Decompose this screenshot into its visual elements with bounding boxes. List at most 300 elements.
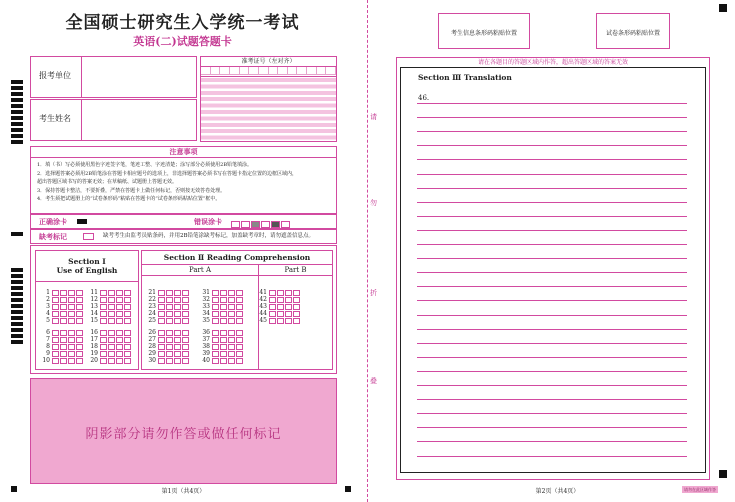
writing-line[interactable] (417, 103, 687, 104)
answer-bubble[interactable] (285, 311, 292, 317)
answer-bubble[interactable] (76, 358, 83, 364)
writing-line[interactable] (417, 174, 687, 175)
left-page-footer: 第1页（共4页） (161, 488, 206, 495)
answer-bubble[interactable] (182, 297, 189, 303)
question-row[interactable] (147, 289, 190, 296)
answer-bubble[interactable] (182, 351, 189, 357)
answer-bubble[interactable] (158, 297, 165, 303)
answer-bubble[interactable] (116, 330, 123, 336)
question-number: 19 (90, 350, 98, 357)
question-number: 31 (202, 289, 210, 296)
answer-bubble[interactable] (124, 304, 131, 310)
answer-bubble[interactable] (158, 304, 165, 310)
answer-bubble[interactable] (76, 330, 83, 336)
answer-bubble[interactable] (124, 290, 131, 296)
question-number: 13 (90, 303, 98, 310)
question-number: 24 (148, 310, 156, 317)
question-row[interactable] (89, 296, 132, 303)
question-row[interactable] (201, 303, 244, 310)
answer-bubble[interactable] (100, 337, 107, 343)
answer-bubble[interactable] (166, 290, 173, 296)
answer-bubble[interactable] (108, 337, 115, 343)
answer-bubble[interactable] (116, 297, 123, 303)
answer-bubble[interactable] (220, 351, 227, 357)
answer-bubble[interactable] (60, 330, 67, 336)
question-row[interactable] (147, 296, 190, 303)
question-number: 29 (148, 350, 156, 357)
note-line: 超出答题区域书写的答案无效；在草稿纸、试题册上答题无效。 (37, 179, 178, 185)
answer-bubble[interactable] (269, 311, 276, 317)
answer-bubble[interactable] (277, 318, 284, 324)
question-row[interactable] (201, 329, 244, 336)
question-row[interactable] (147, 350, 190, 357)
question-row[interactable] (89, 310, 132, 317)
question-row[interactable] (41, 317, 84, 324)
answer-bubble[interactable] (158, 358, 165, 364)
answer-bubble[interactable] (285, 318, 292, 324)
answer-bubble[interactable] (68, 304, 75, 310)
answer-bubble[interactable] (285, 297, 292, 303)
absent-mark-box[interactable] (83, 233, 94, 240)
answer-bubble[interactable] (76, 311, 83, 317)
answer-bubble[interactable] (108, 311, 115, 317)
answer-bubble[interactable] (212, 337, 219, 343)
question-row[interactable] (258, 289, 301, 296)
question-row[interactable] (147, 336, 190, 343)
question-row[interactable] (41, 343, 84, 350)
answer-bubble[interactable] (174, 304, 181, 310)
question-row[interactable] (41, 289, 84, 296)
answer-bubble[interactable] (124, 344, 131, 350)
answer-bubble[interactable] (228, 330, 235, 336)
answer-bubble[interactable] (236, 318, 243, 324)
answer-bubble[interactable] (293, 290, 300, 296)
writing-line[interactable] (417, 329, 687, 330)
answer-bubble[interactable] (158, 337, 165, 343)
writing-line[interactable] (417, 343, 687, 344)
answer-bubble[interactable] (68, 344, 75, 350)
question-row[interactable] (89, 303, 132, 310)
question-number: 27 (148, 336, 156, 343)
answer-bubble[interactable] (76, 337, 83, 343)
writing-line[interactable] (417, 399, 687, 400)
question-number: 1 (46, 289, 50, 296)
answer-bubble[interactable] (68, 290, 75, 296)
answer-bubble[interactable] (124, 297, 131, 303)
question-row[interactable] (201, 357, 244, 364)
answer-bubble[interactable] (116, 337, 123, 343)
notes-title: 注意事项 (31, 147, 336, 158)
answer-bubble[interactable] (52, 311, 59, 317)
answer-bubble[interactable] (277, 290, 284, 296)
answer-bubble[interactable] (100, 330, 107, 336)
answer-bubble[interactable] (76, 318, 83, 324)
answer-bubble[interactable] (60, 290, 67, 296)
answer-bubble[interactable] (228, 337, 235, 343)
answer-bubble[interactable] (228, 297, 235, 303)
answer-bubble[interactable] (60, 337, 67, 343)
answer-bubble[interactable] (269, 290, 276, 296)
candidate-barcode-area: 考生信息条形码粘贴位置 (438, 13, 530, 49)
answer-bubble[interactable] (212, 304, 219, 310)
writing-line[interactable] (417, 385, 687, 386)
question-row[interactable] (89, 329, 132, 336)
answer-bubble[interactable] (174, 290, 181, 296)
question-number: 22 (148, 296, 156, 303)
question-number: 33 (202, 303, 210, 310)
answer-bubble[interactable] (182, 344, 189, 350)
question-row[interactable] (89, 317, 132, 324)
answer-bubble[interactable] (116, 318, 123, 324)
question-row[interactable] (89, 343, 132, 350)
question-row[interactable] (147, 357, 190, 364)
answer-bubble[interactable] (166, 358, 173, 364)
question-number: 21 (148, 289, 156, 296)
answer-bubble[interactable] (116, 311, 123, 317)
answer-bubble[interactable] (174, 330, 181, 336)
answer-bubble[interactable] (158, 290, 165, 296)
answer-bubble[interactable] (60, 311, 67, 317)
question-number: 10 (42, 357, 50, 364)
question-row[interactable] (201, 317, 244, 324)
question-row[interactable] (201, 310, 244, 317)
answer-bubble[interactable] (166, 304, 173, 310)
answer-bubble[interactable] (124, 318, 131, 324)
question-number: 44 (259, 310, 267, 317)
answer-bubble[interactable] (182, 304, 189, 310)
answer-bubble[interactable] (100, 358, 107, 364)
answer-bubble[interactable] (220, 358, 227, 364)
name-field[interactable] (30, 99, 197, 141)
question-row[interactable] (41, 303, 84, 310)
answer-bubble[interactable] (158, 330, 165, 336)
answer-bubble[interactable] (76, 344, 83, 350)
question-number: 35 (202, 317, 210, 324)
answer-bubble[interactable] (166, 311, 173, 317)
writing-line[interactable] (417, 202, 687, 203)
answer-bubble[interactable] (293, 297, 300, 303)
answer-bubble[interactable] (212, 344, 219, 350)
answer-bubble[interactable] (220, 337, 227, 343)
answer-bubble[interactable] (100, 344, 107, 350)
answer-bubble[interactable] (108, 351, 115, 357)
writing-line[interactable] (417, 244, 687, 245)
answer-bubble[interactable] (220, 297, 227, 303)
answer-bubble[interactable] (228, 344, 235, 350)
exam-number-grid[interactable] (200, 56, 337, 142)
answer-bubble[interactable] (174, 344, 181, 350)
answer-bubble[interactable] (236, 304, 243, 310)
answer-bubble[interactable] (52, 358, 59, 364)
question-number: 20 (90, 357, 98, 364)
fold-line (367, 0, 380, 502)
writing-line[interactable] (417, 315, 687, 316)
answer-bubble[interactable] (228, 304, 235, 310)
question-column (147, 289, 190, 364)
question-row[interactable] (41, 310, 84, 317)
answer-bubble[interactable] (293, 311, 300, 317)
question-row[interactable] (147, 317, 190, 324)
answer-bubble[interactable] (293, 318, 300, 324)
writing-line[interactable] (417, 230, 687, 231)
question-number: 28 (148, 343, 156, 350)
answer-bubble[interactable] (166, 318, 173, 324)
answer-bubble[interactable] (228, 318, 235, 324)
question-number: 2 (46, 296, 50, 303)
question-row[interactable] (89, 350, 132, 357)
answer-bubble[interactable] (100, 290, 107, 296)
absent-mark-label: 缺考标记 (39, 232, 67, 241)
writing-line[interactable] (417, 159, 687, 160)
question-row[interactable] (89, 336, 132, 343)
question-row[interactable] (258, 317, 301, 324)
answer-bubble[interactable] (236, 358, 243, 364)
answer-bubble[interactable] (60, 318, 67, 324)
answer-bubble[interactable] (68, 297, 75, 303)
answer-bubble[interactable] (60, 344, 67, 350)
answer-bubble[interactable] (116, 344, 123, 350)
answer-bubble[interactable] (108, 344, 115, 350)
answer-bubble[interactable] (182, 358, 189, 364)
answer-bubble[interactable] (100, 311, 107, 317)
writing-line[interactable] (417, 188, 687, 189)
answer-bubble[interactable] (68, 330, 75, 336)
question-number: 42 (259, 296, 267, 303)
answer-bubble[interactable] (277, 297, 284, 303)
question-row[interactable] (258, 303, 301, 310)
answer-bubble[interactable] (100, 351, 107, 357)
exam-number-label: 准考证号（左对齐） (201, 57, 336, 67)
writing-line[interactable] (417, 456, 687, 457)
answer-bubble[interactable] (174, 358, 181, 364)
answer-bubble[interactable] (52, 337, 59, 343)
question-number: 9 (46, 350, 50, 357)
answer-bubble[interactable] (174, 351, 181, 357)
answer-bubble[interactable] (212, 330, 219, 336)
writing-line[interactable] (417, 131, 687, 132)
answer-bubble[interactable] (269, 297, 276, 303)
question-row[interactable] (41, 357, 84, 364)
answer-bubble[interactable] (108, 318, 115, 324)
section2-title: Section Ⅱ Reading Comprehension (142, 251, 332, 265)
answer-bubble[interactable] (124, 311, 131, 317)
answer-bubble[interactable] (76, 351, 83, 357)
notes-box (30, 146, 337, 214)
answer-bubble[interactable] (158, 351, 165, 357)
answer-bubble[interactable] (236, 344, 243, 350)
answer-bubble[interactable] (236, 297, 243, 303)
answer-bubble[interactable] (68, 358, 75, 364)
answer-bubble[interactable] (116, 358, 123, 364)
question-number: 43 (259, 303, 267, 310)
answer-bubble[interactable] (52, 290, 59, 296)
answer-bubble[interactable] (68, 351, 75, 357)
question-row[interactable] (201, 336, 244, 343)
answer-bubble[interactable] (220, 344, 227, 350)
answer-bubble[interactable] (52, 351, 59, 357)
answer-bubble[interactable] (182, 311, 189, 317)
question-row[interactable] (201, 343, 244, 350)
question-row[interactable] (41, 329, 84, 336)
question-row[interactable] (89, 289, 132, 296)
writing-line[interactable] (417, 272, 687, 273)
answer-bubble[interactable] (220, 330, 227, 336)
question-row[interactable] (201, 296, 244, 303)
question-column (258, 289, 301, 324)
answer-bubble[interactable] (68, 337, 75, 343)
answer-bubble[interactable] (277, 311, 284, 317)
question-row[interactable] (41, 350, 84, 357)
answer-bubble[interactable] (158, 311, 165, 317)
answer-bubble[interactable] (220, 311, 227, 317)
answer-bubble[interactable] (116, 351, 123, 357)
question-row[interactable] (147, 310, 190, 317)
answer-bubble[interactable] (108, 358, 115, 364)
note-line: 2．选择题答案必须用2B铅笔涂在答题卡相应题号的选项上，非选择题答案必须书写在答题卡指定位置的边框区域内， (37, 170, 298, 177)
writing-line[interactable] (417, 117, 687, 118)
question-row[interactable] (201, 289, 244, 296)
answer-bubble[interactable] (124, 351, 131, 357)
answer-bubble[interactable] (212, 297, 219, 303)
writing-line[interactable] (417, 371, 687, 372)
writing-line[interactable] (417, 357, 687, 358)
writing-line[interactable] (417, 216, 687, 217)
answer-bubble[interactable] (212, 318, 219, 324)
answer-bubble[interactable] (182, 330, 189, 336)
writing-line[interactable] (417, 300, 687, 301)
answer-bubble[interactable] (293, 304, 300, 310)
answer-bubble[interactable] (220, 290, 227, 296)
answer-bubble[interactable] (100, 297, 107, 303)
answer-bubble[interactable] (174, 297, 181, 303)
question-column (201, 289, 244, 364)
answer-bubble[interactable] (228, 290, 235, 296)
answer-bubble[interactable] (228, 351, 235, 357)
correct-fill-example (77, 219, 87, 224)
question-row[interactable] (89, 357, 132, 364)
answer-bubble[interactable] (212, 358, 219, 364)
writing-line[interactable] (417, 427, 687, 428)
answer-bubble[interactable] (236, 337, 243, 343)
answer-bubble[interactable] (76, 290, 83, 296)
question-number: 3 (46, 303, 50, 310)
answer-bubble[interactable] (52, 344, 59, 350)
answer-bubble[interactable] (212, 290, 219, 296)
wrong-fill-label: 错误涂卡 (194, 217, 222, 226)
answer-bubble[interactable] (212, 311, 219, 317)
answer-bubble[interactable] (269, 304, 276, 310)
answer-bubble[interactable] (166, 351, 173, 357)
question-row[interactable] (258, 310, 301, 317)
question-number: 4 (46, 310, 50, 317)
answer-bubble[interactable] (166, 297, 173, 303)
answer-bubble[interactable] (166, 337, 173, 343)
question-row[interactable] (147, 329, 190, 336)
answer-bubble[interactable] (285, 290, 292, 296)
answer-bubble[interactable] (60, 297, 67, 303)
answer-bubble[interactable] (220, 304, 227, 310)
shaded-area (30, 378, 337, 484)
answer-bubble[interactable] (174, 337, 181, 343)
writing-line[interactable] (417, 413, 687, 414)
answer-bubble[interactable] (52, 318, 59, 324)
answer-bubble[interactable] (116, 290, 123, 296)
question-row[interactable] (147, 343, 190, 350)
answer-bubble[interactable] (166, 330, 173, 336)
writing-line[interactable] (417, 258, 687, 259)
answer-bubble[interactable] (124, 330, 131, 336)
region-warning: 请在各题目的答题区域内作答，超出答题区域的答案无效 (477, 59, 628, 66)
answer-bubble[interactable] (76, 297, 83, 303)
fill-examples (30, 214, 337, 229)
answer-bubble[interactable] (124, 358, 131, 364)
answer-bubble[interactable] (100, 304, 107, 310)
answer-bubble[interactable] (52, 304, 59, 310)
question-number: 8 (46, 343, 50, 350)
question-row[interactable] (201, 350, 244, 357)
absent-mark-row (30, 229, 337, 244)
answer-bubble[interactable] (277, 304, 284, 310)
question-number: 37 (202, 336, 210, 343)
answer-bubble[interactable] (228, 358, 235, 364)
question-row[interactable] (41, 336, 84, 343)
question-row[interactable] (41, 296, 84, 303)
unit-field[interactable] (30, 56, 197, 98)
answer-bubble[interactable] (108, 297, 115, 303)
answer-bubble[interactable] (269, 318, 276, 324)
answer-bubble[interactable] (108, 330, 115, 336)
answer-bubble[interactable] (236, 311, 243, 317)
question-row[interactable] (147, 303, 190, 310)
correct-fill-label: 正确涂卡 (39, 217, 67, 226)
answer-bubble[interactable] (124, 337, 131, 343)
answer-bubble[interactable] (52, 297, 59, 303)
answer-bubble[interactable] (166, 344, 173, 350)
answer-bubble[interactable] (60, 351, 67, 357)
answer-bubble[interactable] (60, 358, 67, 364)
question-number: 45 (259, 317, 267, 324)
answer-bubble[interactable] (182, 290, 189, 296)
answer-bubble[interactable] (100, 318, 107, 324)
answer-bubble[interactable] (285, 304, 292, 310)
writing-line[interactable] (417, 145, 687, 146)
writing-line[interactable] (417, 441, 687, 442)
answer-bubble[interactable] (52, 330, 59, 336)
answer-bubble[interactable] (174, 318, 181, 324)
answer-bubble[interactable] (212, 351, 219, 357)
answer-bubble[interactable] (158, 318, 165, 324)
answer-bubble[interactable] (116, 304, 123, 310)
answer-bubble[interactable] (60, 304, 67, 310)
question-row[interactable] (258, 296, 301, 303)
answer-bubble[interactable] (182, 318, 189, 324)
writing-line[interactable] (417, 286, 687, 287)
answer-bubble[interactable] (108, 304, 115, 310)
answer-bubble[interactable] (236, 290, 243, 296)
answer-bubble[interactable] (228, 311, 235, 317)
answer-bubble[interactable] (236, 330, 243, 336)
answer-bubble[interactable] (220, 318, 227, 324)
answer-bubble[interactable] (182, 337, 189, 343)
absent-mark-text: 缺考考生由监考员贴条码，并用2B铅笔涂缺考标记，加盖缺考章时，请勿遮盖信息点。 (103, 233, 315, 239)
answer-bubble[interactable] (68, 311, 75, 317)
answer-bubble[interactable] (158, 344, 165, 350)
answer-bubble[interactable] (236, 351, 243, 357)
answer-bubble[interactable] (76, 304, 83, 310)
answer-bubble[interactable] (174, 311, 181, 317)
answer-bubble[interactable] (108, 290, 115, 296)
answer-bubble[interactable] (68, 318, 75, 324)
